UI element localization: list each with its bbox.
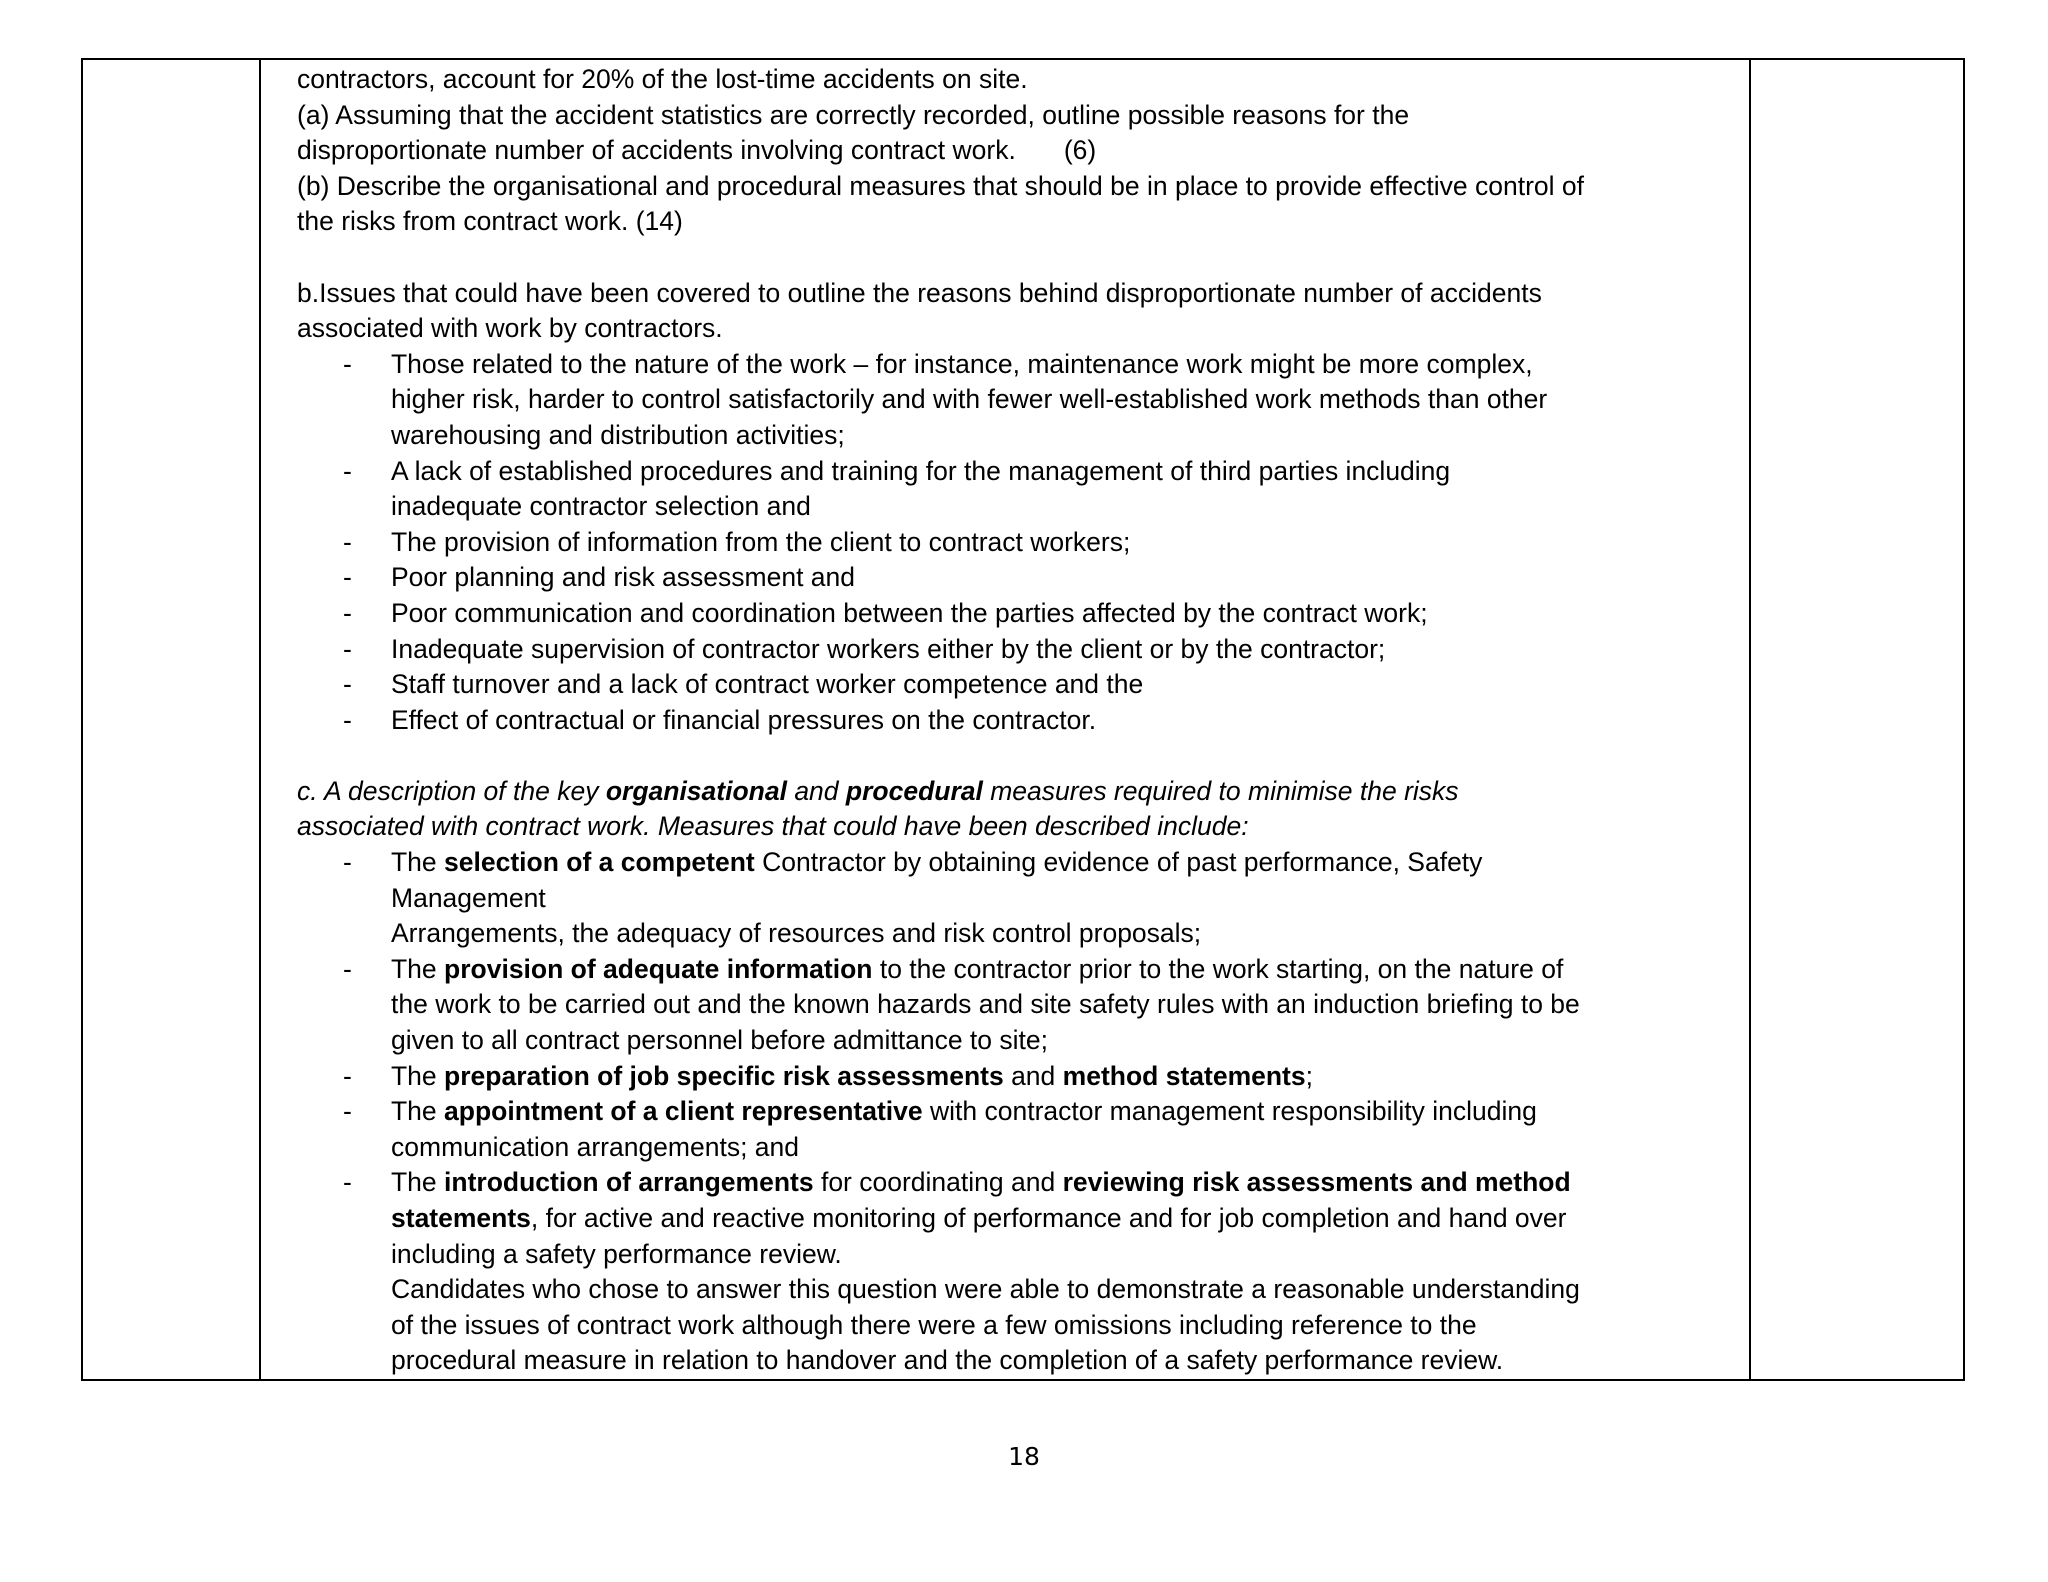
dash-bullet: - <box>343 847 352 878</box>
page-number: 18 <box>1008 1442 1040 1471</box>
dash-bullet: - <box>343 1167 352 1198</box>
question-part-a: (a) Assuming that the accident statistics are correctly recorded, outline possible reasons for the <box>297 99 1410 130</box>
section-b <box>297 276 1729 739</box>
question-part-b: (b) Describe the organisational and procedural measures that should be in place to provide effective control of <box>297 170 1584 201</box>
dash-bullet: - <box>343 348 352 379</box>
section-b-heading-line2: associated with work by contractors. <box>297 313 723 344</box>
dash-bullet: - <box>343 526 352 557</box>
dash-bullet: - <box>343 953 352 984</box>
section-b-list <box>297 347 1729 739</box>
section-c <box>297 774 1729 1379</box>
left-empty-cell <box>82 59 260 1380</box>
question-part-b-line2: the risks from contract work. (14) <box>297 206 683 237</box>
section-c-heading: c. A description of the key organisational and procedural measures required to minimise the risks <box>297 775 1459 806</box>
section-b-heading: b.Issues that could have been covered to outline the reasons behind disproportionate number of accidents <box>297 277 1542 308</box>
report-content <box>261 60 1749 1379</box>
right-empty-cell <box>1750 59 1964 1380</box>
question-part-a-marks: (6) <box>1063 135 1097 166</box>
list-item: - Inadequate supervision of contractor workers either by the client or by the contractor; <box>297 632 1729 668</box>
list-item: - The provision of adequate information to the contractor prior to the work starting, on the nature of the work to be carried out and the known hazards and site safety rules with an induction briefing to be given to all contract personnel before admittance to site; <box>343 953 1580 1056</box>
dash-bullet: - <box>343 669 352 700</box>
question-text <box>297 62 1729 240</box>
list-item: - The introduction of arrangements for coordinating and reviewing risk assessments and method statements, for active and reactive monitoring of performance and for job completion and hand over including a safety performance review. Candidates who chose to answer this question were able to demonstrate a reasonable understanding of the issues of contract work although there were a few omissions including reference to the procedural measure in relation to handover and the completion of a safety performance review. <box>343 1167 1580 1376</box>
list-item: - Staff turnover and a lack of contract worker competence and the <box>297 667 1729 703</box>
list-item: - The provision of information from the client to contract workers; <box>297 525 1729 561</box>
dash-bullet: - <box>343 1060 352 1091</box>
content-cell <box>260 59 1750 1380</box>
dash-bullet: - <box>343 597 352 628</box>
list-item: - The appointment of a client representative with contractor management responsibility including communication arrangements; and <box>343 1096 1537 1162</box>
list-item: - Effect of contractual or financial pressures on the contractor. <box>297 703 1729 739</box>
question-part-a-line2: disproportionate number of accidents involving contract work. (6) <box>297 135 1097 166</box>
list-item: - Those related to the nature of the work – for instance, maintenance work might be more complex, higher risk, harder to control satisfactorily and with fewer well-established work methods than other warehousing and distribution activities; <box>343 348 1548 450</box>
section-c-heading-line2: associated with contract work. Measures that could have been described include: <box>297 811 1249 842</box>
dash-bullet: - <box>343 562 352 593</box>
list-item: - Poor planning and risk assessment and <box>297 560 1729 596</box>
table-row <box>82 59 1964 1380</box>
dash-bullet: - <box>343 633 352 664</box>
examiner-comment: Candidates who chose to answer this question were able to demonstrate a reasonable understanding <box>391 1274 1580 1305</box>
dash-bullet: - <box>343 1096 352 1127</box>
section-c-list <box>297 845 1729 1379</box>
list-item: - The preparation of job specific risk assessments and method statements; <box>297 1059 1729 1095</box>
list-item: - The selection of a competent Contractor by obtaining evidence of past performance, Safety Management Arrangements, the adequacy of resources and risk control proposals; <box>343 847 1483 949</box>
list-item: - A lack of established procedures and training for the management of third parties including inadequate contractor selection and <box>343 455 1451 522</box>
list-item: - Poor communication and coordination between the parties affected by the contract work; <box>297 596 1729 632</box>
question-line: contractors, account for 20% of the lost-time accidents on site. <box>297 64 1028 94</box>
dash-bullet: - <box>343 704 352 735</box>
examiner-report-table <box>81 58 1965 1381</box>
dash-bullet: - <box>343 455 352 486</box>
